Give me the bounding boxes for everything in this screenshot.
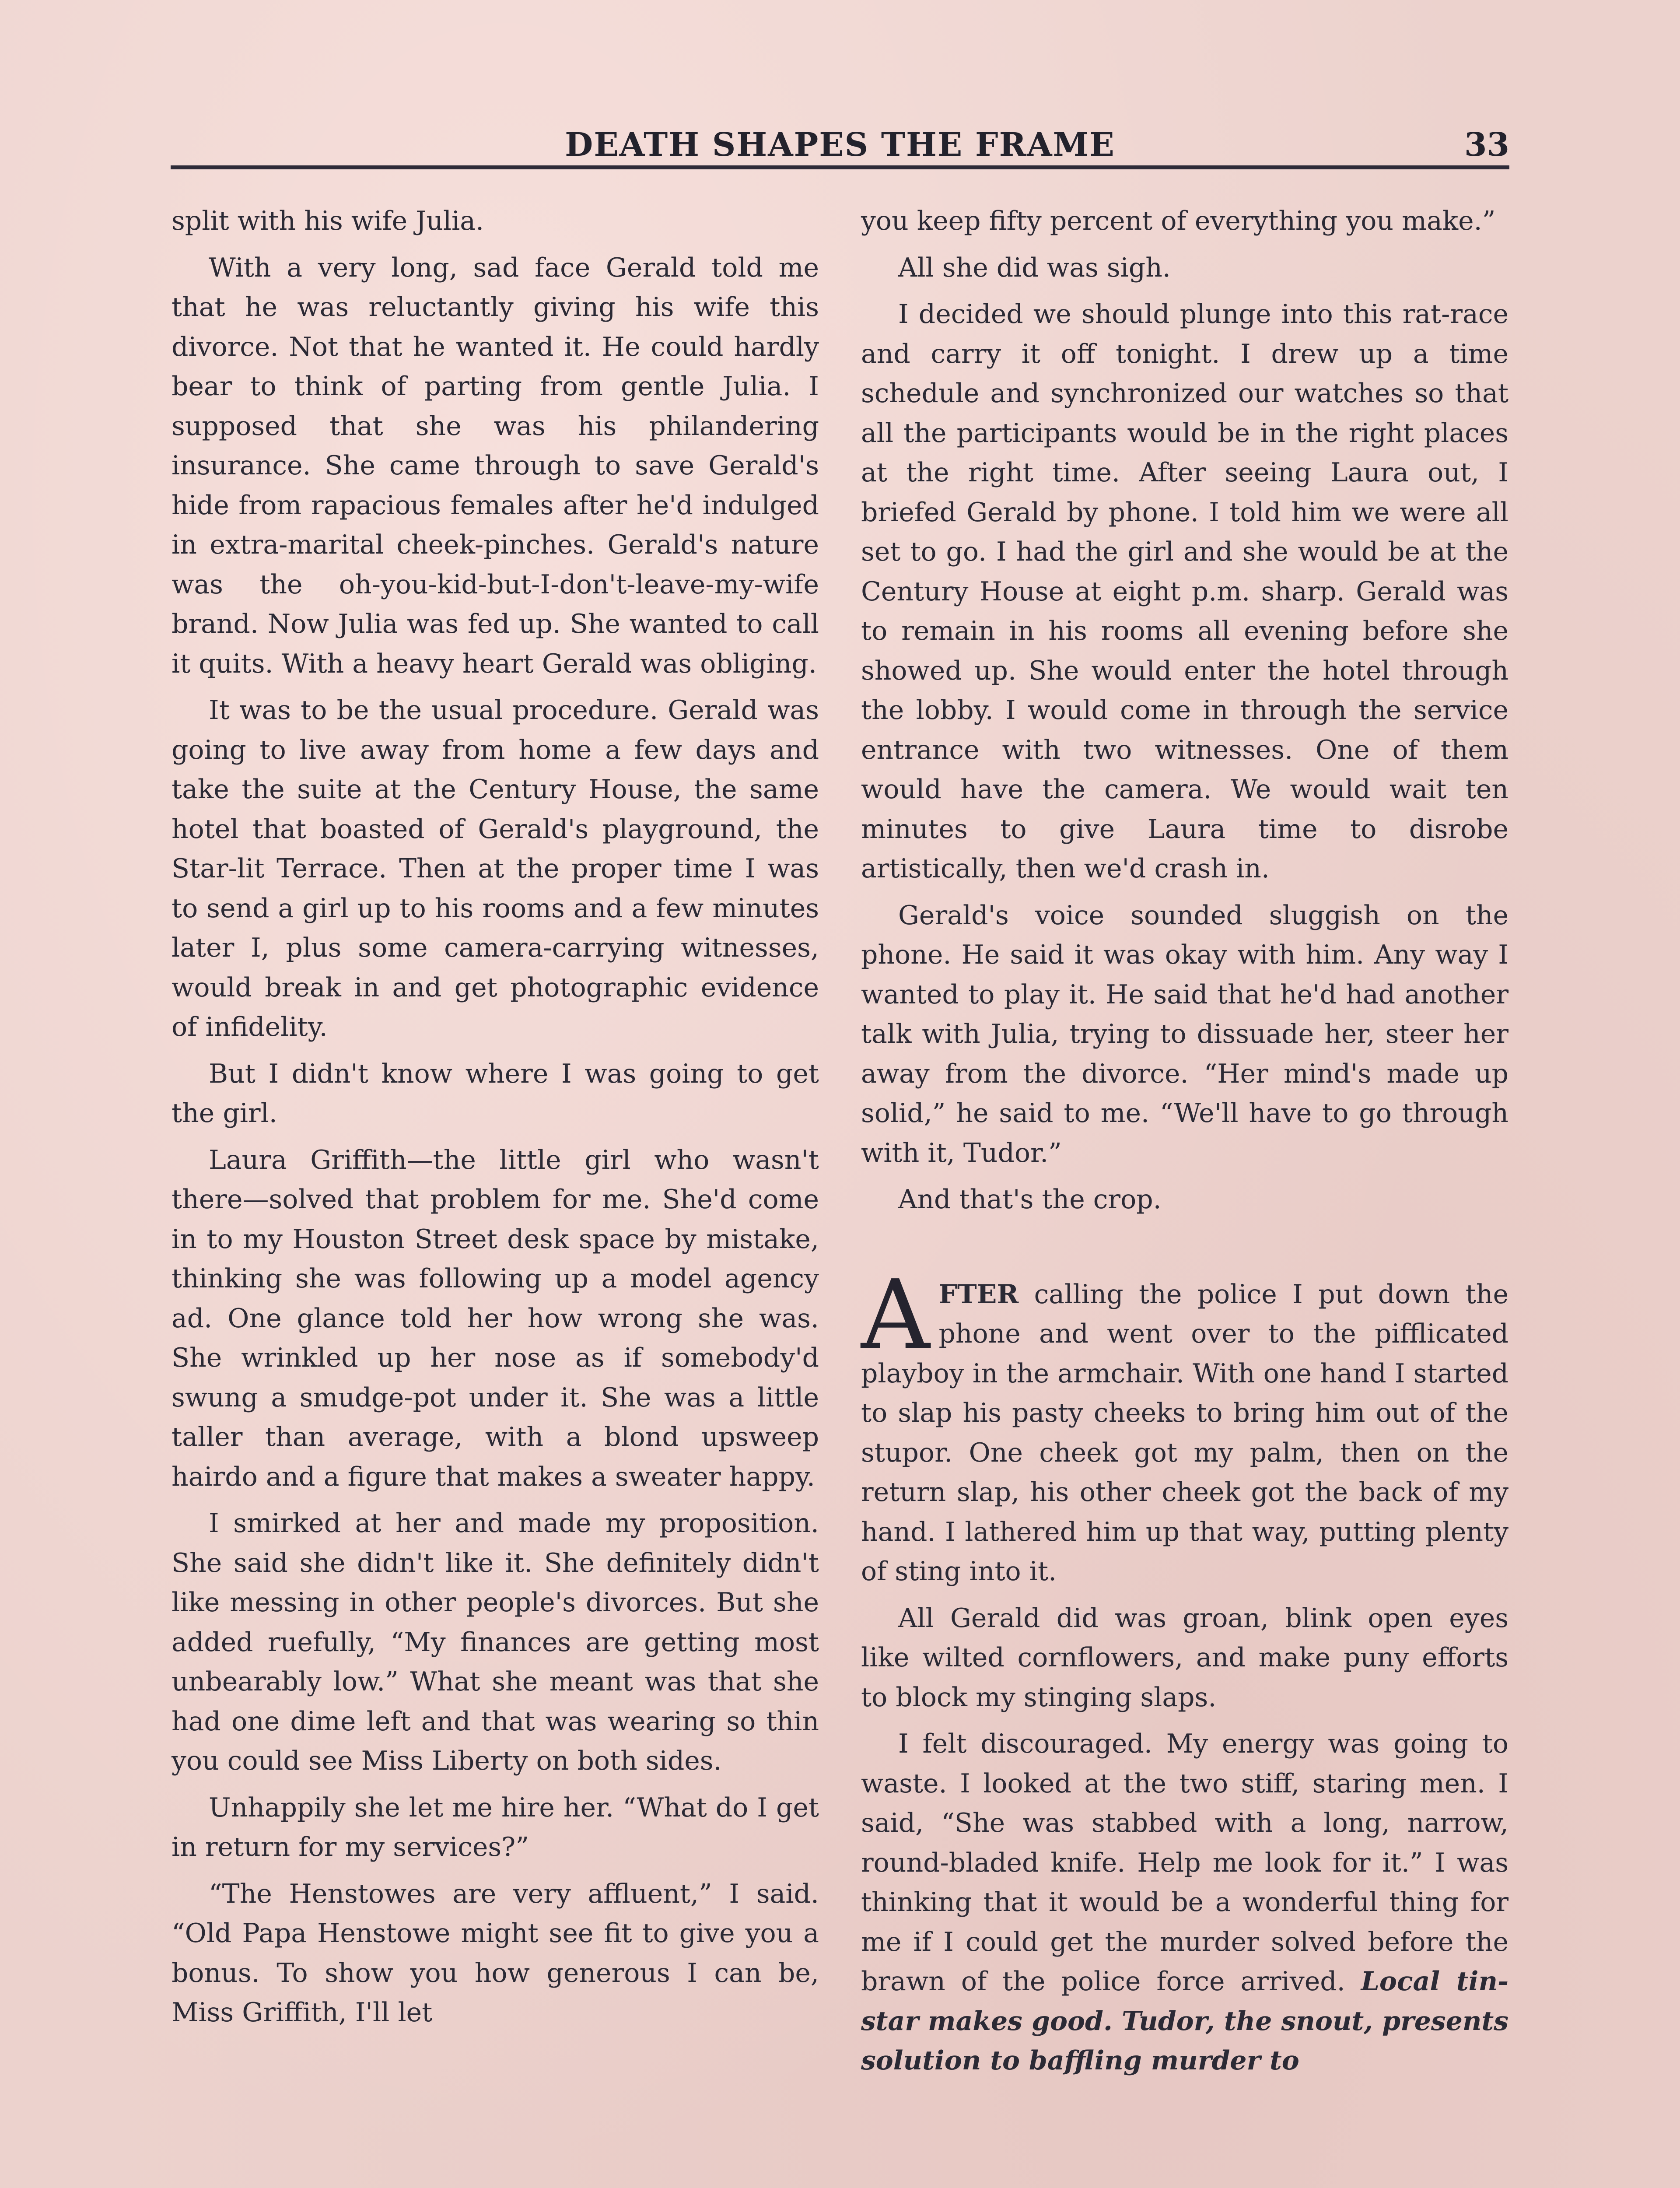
right-column bbox=[861, 201, 1508, 2081]
paragraph: split with his wife Julia. bbox=[172, 206, 484, 236]
running-header bbox=[171, 118, 1509, 166]
section-opening-paragraph bbox=[861, 1259, 1508, 1592]
paragraph: All Gerald did was groan, blink open eyes like wilted cornflowers, and make puny efforts to block my stinging slaps. bbox=[861, 1602, 1508, 1713]
paragraph: Unhappily she let me hire her. “What do I get in return for my services?” bbox=[172, 1792, 819, 1862]
paragraph-text: I felt discouraged. My energy was going to waste. I looked at the two stiff, staring men. I said, “She was stabbed with a long, narrow, round-bladed knife. Help me look for it.” I was thinking that it would be a wonderful thing for me if I could get the murder solved before the brawn of the police force arrived. bbox=[861, 1729, 1508, 1997]
italic-headline-text: Local tin-star makes good. Tudor, the snout, presents solution to baffling murder to bbox=[861, 1966, 1508, 2076]
header-rule bbox=[171, 165, 1509, 169]
paragraph: I decided we should plunge into this rat-race and carry it off tonight. I drew up a time schedule and synchronized our watches so that all the participants would be in the right places at the right time. After seeing Laura out, I briefed Gerald by phone. I told him we were all set to go. I had the girl and she would be at the Century House at eight p.m. sharp. Gerald was to remain in his rooms all evening before she showed up. She would enter the hotel through the lobby. I would come in through the service entrance with two witnesses. One of them would have the camera. We would wait ten minutes to give Laura time to disrobe artistically, then we'd crash in. bbox=[861, 299, 1508, 884]
section-break bbox=[861, 1227, 1508, 1275]
paragraph-text: calling the police I put down the phone and went over to the pifflicated playboy in the armchair. With one hand I started to slap his pasty cheeks to bring him out of the stupor. One cheek got my palm, then on the return slap, his other cheek got the back of my hand. I lathered him up that way, putting plenty of sting into it. bbox=[861, 1279, 1508, 1587]
drop-cap: A bbox=[861, 1259, 930, 1371]
paragraph: With a very long, sad face Gerald told me that he was reluctantly giving his wife this divorce. Not that he wanted it. He could hardly bear to think of parting from gentle Julia. I supposed that she was his philandering insurance. She came through to save Gerald's hide from rapacious females after he'd indulged in extra-marital cheek-pinches. Gerald's nature was the oh-you-kid-but-I-don't-leave-my-wife brand. Now Julia was fed up. She wanted to call it quits. With a heavy heart Gerald was obliging. bbox=[172, 252, 819, 679]
page-number: 33 bbox=[1464, 126, 1509, 164]
paragraph: “The Henstowes are very affluent,” I said. “Old Papa Henstowe might see fit to give you a bonus. To show you how generous I can be, Miss Griffith, I'll let bbox=[172, 1878, 819, 2028]
left-column bbox=[172, 201, 819, 2033]
paragraph: Gerald's voice sounded sluggish on the phone. He said it was okay with him. Any way I wanted to play it. He said that he'd had another talk with Julia, trying to dissuade her, steer her away from the divorce. “Her mind's made up solid,” he said to me. “We'll have to go through with it, Tudor.” bbox=[861, 900, 1508, 1168]
paragraph: And that's the crop. bbox=[898, 1184, 1162, 1215]
paragraph: Laura Griffith—the little girl who wasn't there—solved that problem for me. She'd come in to my Houston Street desk space by mistake, thinking she was following up a model agency ad. One glance told her how wrong she was. She wrinkled up her nose as if somebody'd swung a smudge-pot under it. She was a little taller than average, with a blond upsweep hairdo and a figure that makes a sweater happy. bbox=[172, 1144, 819, 1492]
running-title: DEATH SHAPES THE FRAME bbox=[565, 126, 1115, 164]
paragraph: It was to be the usual procedure. Gerald was going to live away from home a few days and take the suite at the Century House, the same hotel that boasted of Gerald's playground, the Star-lit Terrace. Then at the proper time I was to send a girl up to his rooms and a few minutes later I, plus some camera-carrying witnesses, would break in and get photographic evidence of infidelity. bbox=[172, 695, 819, 1042]
paragraph: you keep fifty percent of everything you make.” bbox=[861, 206, 1496, 236]
paragraph: I smirked at her and made my proposition. She said she didn't like it. She definitely didn't like messing in other people's divorces. But she added ruefully, “My finances are getting most unbearably low.” What she meant was that she had one dime left and that was wearing so thin you could see Miss Liberty on both sides. bbox=[172, 1508, 819, 1776]
paragraph bbox=[861, 1724, 1508, 2081]
small-caps-lead: FTER bbox=[938, 1279, 1019, 1310]
paragraph: But I didn't know where I was going to get the girl. bbox=[172, 1058, 819, 1129]
paragraph: All she did was sigh. bbox=[898, 252, 1171, 283]
